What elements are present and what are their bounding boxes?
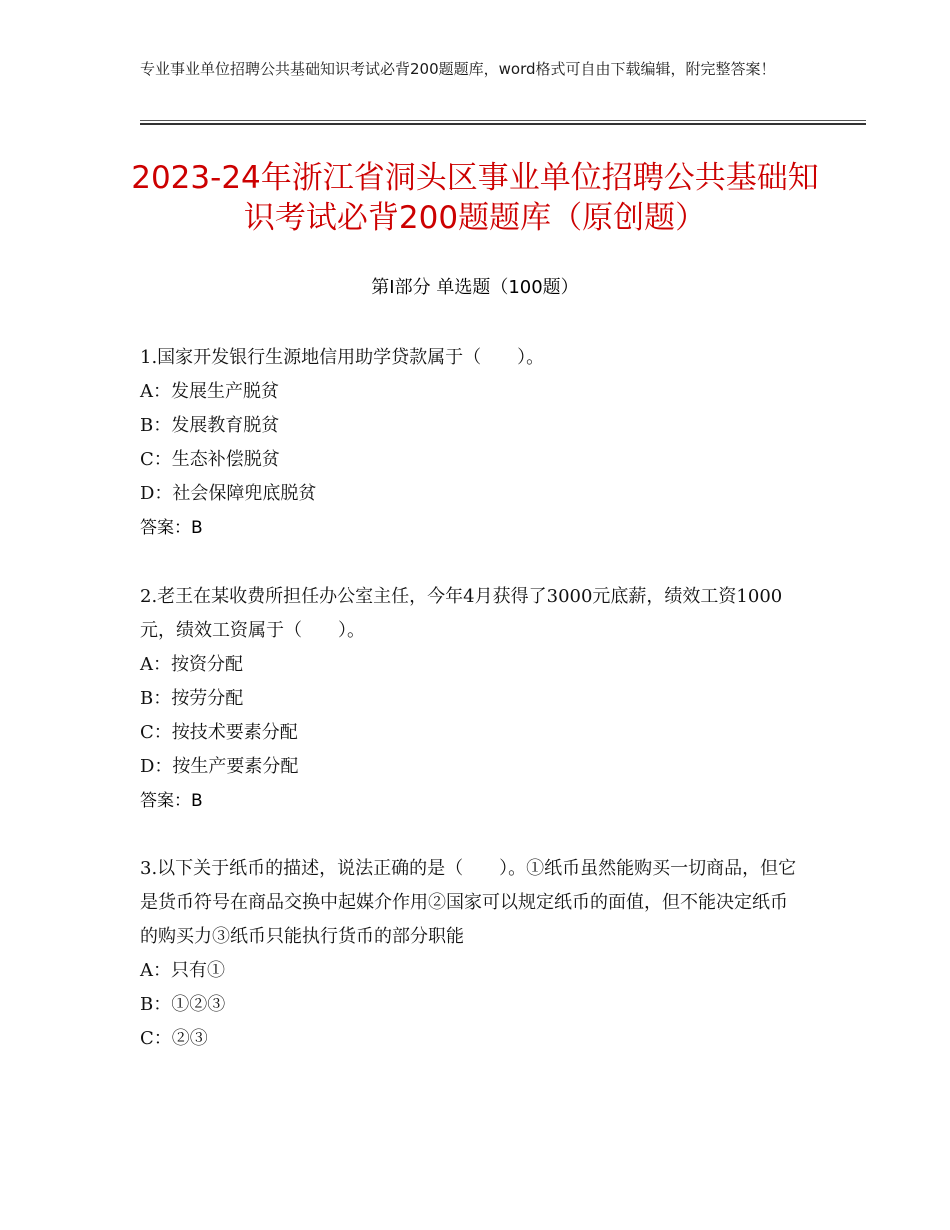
- answer: 答案：B: [140, 791, 203, 811]
- question-stem: 2.老王在某收费所担任办公室主任，今年4月获得了3000元底薪，绩效工资1000元，绩效工资属于（ ）。: [140, 586, 783, 641]
- question-1: [140, 341, 800, 545]
- document-title: 2023-24年浙江省洞头区事业单位招聘公共基础知识考试必背200题题库（原创题）: [131, 160, 819, 236]
- answer: 答案：B: [140, 518, 203, 538]
- option-d: D：社会保障兜底脱贫: [140, 483, 317, 504]
- option-c: C：生态补偿脱贫: [140, 449, 280, 470]
- question-3: [140, 852, 800, 1056]
- option-c: C：②③: [140, 1028, 208, 1049]
- option-d: D：按生产要素分配: [140, 756, 299, 777]
- option-b: B：发展教育脱贫: [140, 415, 280, 436]
- header-note: 专业事业单位招聘公共基础知识考试必背200题题库，word格式可自由下载编辑，附完整答案！: [140, 60, 776, 78]
- option-a: A：按资分配: [140, 654, 243, 675]
- option-b: B：①②③: [140, 994, 226, 1015]
- option-b: B：按劳分配: [140, 688, 244, 709]
- header-divider: [140, 120, 866, 121]
- section-heading: 第Ⅰ部分 单选题（100题）: [371, 277, 579, 298]
- option-a: A：发展生产脱贫: [140, 381, 279, 402]
- question-stem: 3.以下关于纸币的描述，说法正确的是（ ）。①纸币虽然能购买一切商品，但它是货币符号在商品交换中起媒介作用②国家可以规定纸币的面值，但不能决定纸币的购买力③纸币只能执行货币的部分职能: [140, 858, 797, 947]
- question-stem: 1.国家开发银行生源地信用助学贷款属于（ ）。: [140, 347, 545, 368]
- option-a: A：只有①: [140, 960, 225, 981]
- option-c: C：按技术要素分配: [140, 722, 298, 743]
- header-divider-thick: [140, 123, 866, 125]
- question-2: [140, 580, 800, 818]
